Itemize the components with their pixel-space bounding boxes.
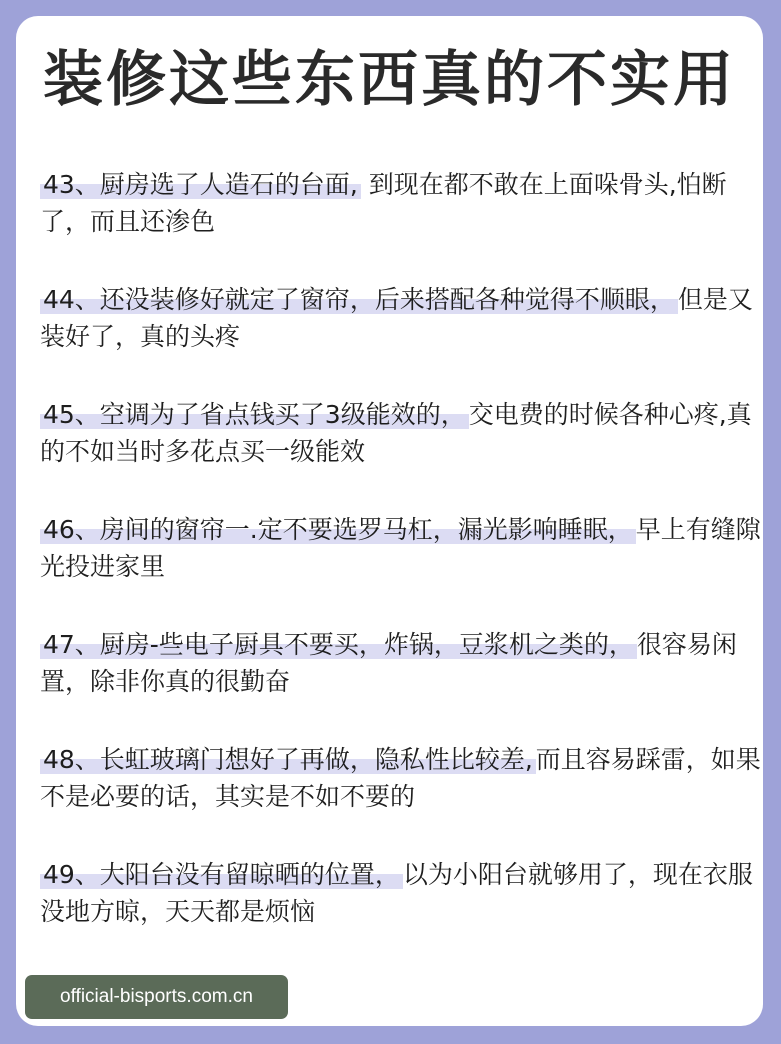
- tip-text: 而且容易踩雷，如果不是必要的话，其实是不如不要的: [40, 745, 761, 811]
- tip-text: 很容易闲置，除非你真的很勤奋: [40, 630, 737, 696]
- tip-text: 以为小阳台就够用了，现在衣服没地方晾，天天都是烦恼: [40, 860, 753, 926]
- list-item: [40, 626, 762, 700]
- tip-text: 早上有缝隙光投进家里: [40, 515, 761, 581]
- tip-highlight: 49、大阳台没有留晾晒的位置，: [40, 860, 403, 889]
- list-item: [40, 511, 762, 585]
- page-title: 装修这些东西真的不实用: [43, 45, 736, 115]
- watermark-label: official-bisports.com.cn: [25, 975, 288, 1019]
- tip-text: 到现在都不敢在上面哚骨头,怕断了，而且还渗色: [40, 170, 727, 236]
- tip-highlight: 44、还没装修好就定了窗帘，后来搭配各种觉得不顺眼，: [40, 285, 678, 314]
- content-card: [16, 16, 763, 1026]
- tip-text: 交电费的时候各种心疼,真的不如当时多花点买一级能效: [40, 400, 752, 466]
- list-item: [40, 741, 762, 815]
- list-item: [40, 281, 762, 355]
- list-item: [40, 166, 762, 240]
- tip-highlight: 43、厨房选了人造石的台面,: [40, 170, 361, 199]
- tip-highlight: 48、长虹玻璃门想好了再做，隐私性比较差,: [40, 745, 536, 774]
- tip-text: 但是又装好了，真的头疼: [40, 285, 753, 351]
- tip-highlight: 45、空调为了省点钱买了3级能效的，: [40, 400, 469, 429]
- list-item: [40, 396, 762, 470]
- tip-highlight: 47、厨房-些电子厨具不要买，炸锅，豆浆机之类的，: [40, 630, 637, 659]
- tip-highlight: 46、房间的窗帘一.定不要选罗马杠，漏光影响睡眠，: [40, 515, 636, 544]
- list-item: [40, 856, 762, 930]
